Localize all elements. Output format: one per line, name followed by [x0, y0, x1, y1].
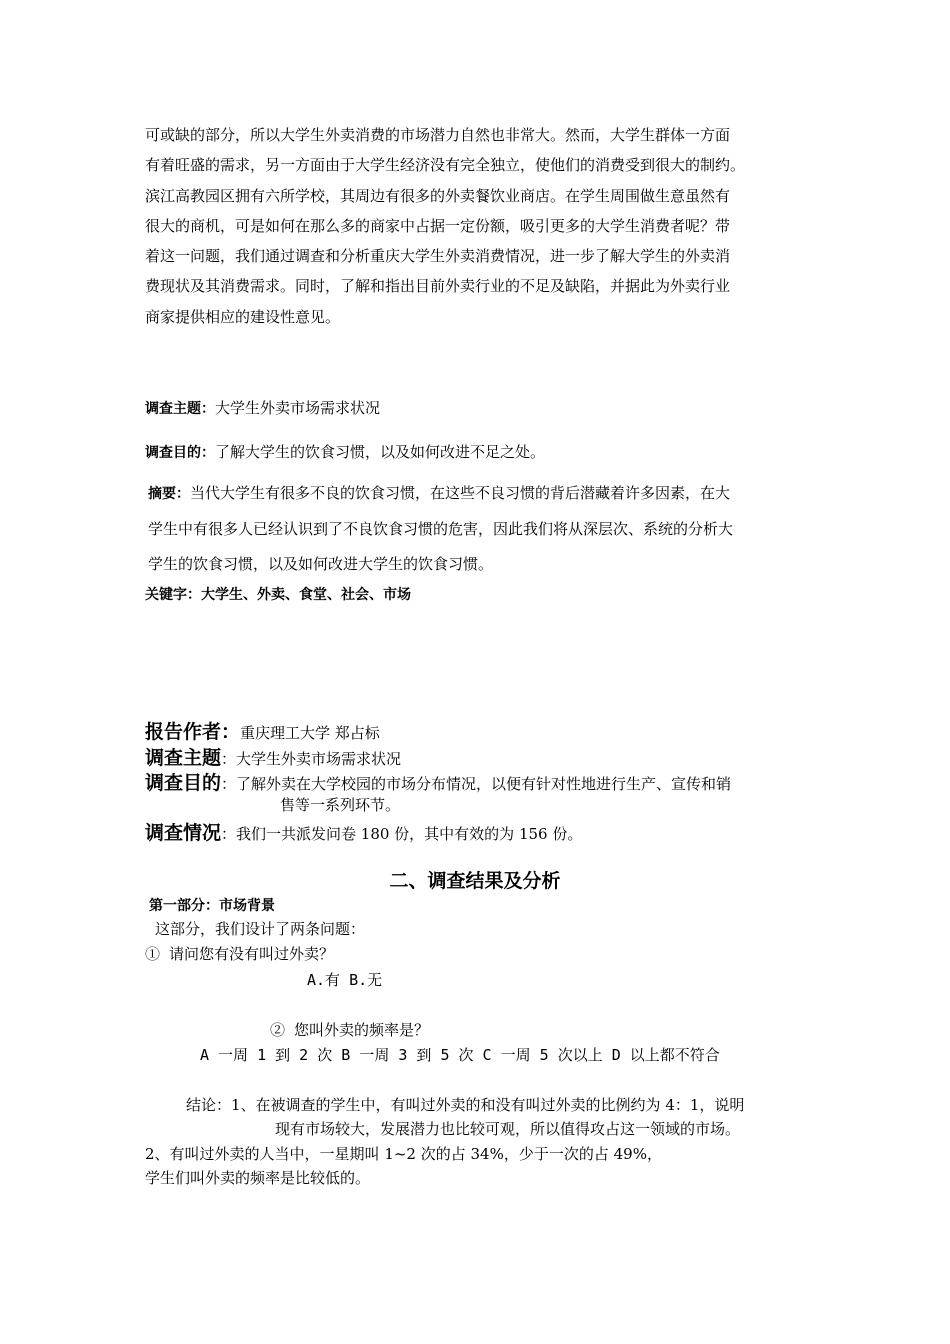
report-purpose [145, 768, 731, 795]
survey-theme-label: 调查主题： [145, 401, 215, 417]
report-theme [145, 743, 401, 770]
intro-line: 商家提供相应的建设性意见。 [145, 307, 341, 326]
part1-title: 第一部分：市场背景 [149, 898, 275, 914]
question-2-options: A 一周 1 到 2 次 B 一周 3 到 5 次 C 一周 5 次以上 D 以上都不符合 [200, 1046, 720, 1064]
report-purpose-label: 调查目的 [145, 772, 222, 794]
keywords-value: 大学生、外卖、食堂、社会、市场 [201, 587, 411, 603]
intro-line: 有着旺盛的需求，另一方面由于大学生经济没有完全独立，使他们的消费受到很大的制约。 [145, 156, 746, 175]
abstract [148, 476, 733, 582]
intro-paragraph [145, 120, 820, 332]
report-purpose-value: ：了解外卖在大学校园的市场分布情况，以便有针对性地进行生产、宣传和销 [221, 775, 732, 793]
question-1-options: A.有 B.无 [307, 971, 383, 989]
abstract-line: 学生中有很多人已经认识到了不良饮食习惯的危害，因此我们将从深层次、系统的分析大 [148, 520, 734, 538]
conclusion-line: 现有市场较大，发展潜力也比较可观，所以值得攻占这一领域的市场。 [275, 1120, 741, 1138]
report-purpose-cont: 售等一系列环节。 [280, 796, 401, 814]
keywords [145, 584, 411, 604]
keywords-label: 关键字： [145, 587, 201, 603]
conclusion-line: 结论：1、在被调查的学生中，有叫过外卖的和没有叫过外卖的比例约为 4：1，说明 [186, 1096, 745, 1114]
intro-line: 着这一问题，我们通过调查和分析重庆大学生外卖消费情况，进一步了解大学生的外卖消 [145, 247, 731, 266]
survey-purpose-label: 调查目的： [145, 445, 215, 461]
intro-line: 很大的商机，可是如何在那么多的商家中占据一定份额，吸引更多的大学生消费者呢？带 [145, 216, 731, 235]
survey-theme [145, 397, 380, 418]
intro-line: 费现状及其消费需求。同时，了解和指出目前外卖行业的不足及缺陷，并据此为外卖行业 [145, 277, 731, 296]
survey-purpose-value: 了解大学生的饮食习惯，以及如何改进不足之处。 [215, 443, 546, 461]
part1-intro: 这部分，我们设计了两条问题： [155, 920, 366, 938]
section-heading: 二、调查结果及分析 [389, 870, 561, 892]
report-status-label: 调查情况 [145, 822, 222, 844]
report-author-label: 报告作者： [145, 721, 241, 743]
report-status [145, 818, 582, 845]
report-author-value: 重庆理工大学 郑占标 [240, 724, 380, 742]
question-1: ① 请问您有没有叫过外卖？ [145, 945, 335, 963]
intro-line: 可或缺的部分，所以大学生外卖消费的市场潜力自然也非常大。然而，大学生群体一方面 [145, 126, 731, 144]
abstract-label: 摘要： [148, 486, 190, 502]
survey-purpose [145, 441, 545, 462]
report-author [145, 717, 380, 744]
conclusion-line: 学生们叫外卖的频率是比较低的。 [145, 1169, 371, 1187]
intro-line: 滨江高教园区拥有六所学校，其周边有很多的外卖餐饮业商店。在学生周围做生意虽然有 [145, 186, 731, 205]
report-theme-value: ：大学生外卖市场需求状况 [221, 750, 402, 768]
report-theme-label: 调查主题 [145, 747, 222, 769]
question-2: ② 您叫外卖的频率是？ [270, 1021, 430, 1039]
report-status-value: ：我们一共派发问卷 180 份，其中有效的为 156 份。 [221, 825, 583, 843]
abstract-line: 学生的饮食习惯，以及如何改进大学生的饮食习惯。 [148, 555, 494, 573]
abstract-line: 当代大学生有很多不良的饮食习惯，在这些不良习惯的背后潜藏着许多因素，在大 [190, 484, 731, 502]
conclusion-line: 2、有叫过外卖的人当中，一星期叫 1~2 次的占 34%，少于一次的占 49%， [145, 1145, 662, 1163]
survey-theme-value: 大学生外卖市场需求状况 [215, 399, 381, 417]
